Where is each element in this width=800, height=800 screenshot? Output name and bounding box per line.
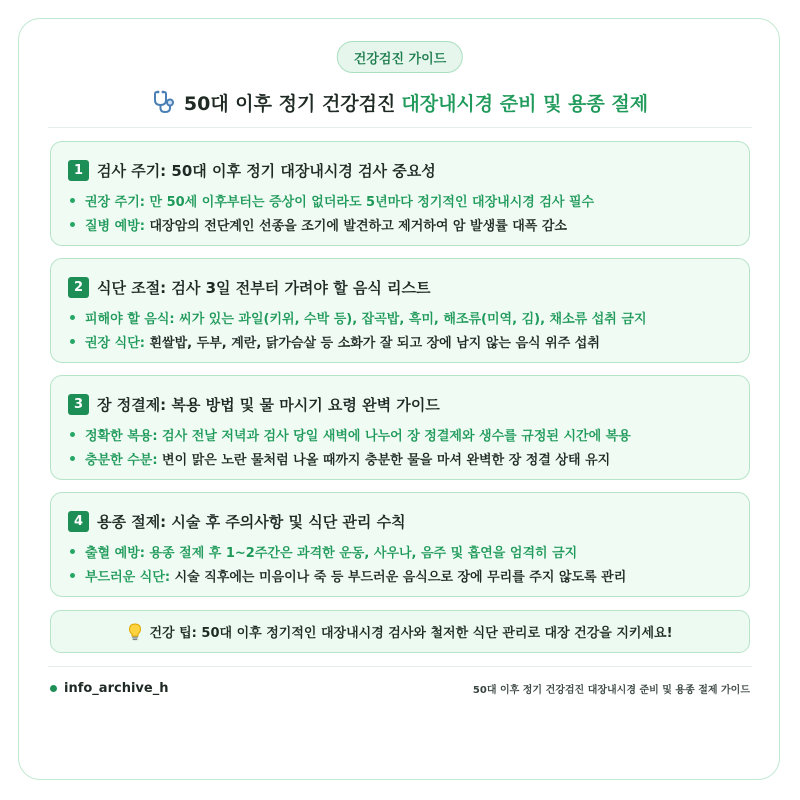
card-title: 용종 절제: 시술 후 주의사항 및 식단 관리 수칙 — [97, 512, 406, 531]
bullet-icon — [70, 573, 75, 578]
list-item — [68, 331, 600, 351]
card-header — [68, 393, 440, 415]
item-label: 부드러운 식단: — [85, 569, 171, 585]
item-label: 질병 예방: — [85, 218, 145, 234]
bullet-icon — [70, 432, 75, 437]
card-title: 장 정결제: 복용 방법 및 물 마시기 요령 완벽 가이드 — [97, 395, 440, 414]
info-card-3 — [50, 375, 750, 480]
card-title: 검사 주기: 50대 이후 정기 대장내시경 검사 중요성 — [97, 161, 436, 180]
title-accent: 대장내시경 준비 및 용종 절제 — [401, 92, 649, 115]
list-item — [68, 541, 577, 561]
item-text: 대장암의 전단계인 선종을 조기에 발견하고 제거하여 암 발생률 대폭 감소 — [149, 218, 567, 234]
item-text: 검사 전날 저녁과 검사 당일 새벽에 나누어 장 정결제와 생수를 규정된 시간에 복용 — [162, 428, 631, 444]
list-item — [68, 307, 647, 327]
item-label: 권장 식단: — [85, 335, 145, 351]
item-label: 출혈 예방: — [85, 545, 145, 561]
bullet-icon — [70, 549, 75, 554]
item-label: 피해야 할 음식: — [85, 311, 175, 327]
bullet-icon — [70, 339, 75, 344]
item-text: 변이 맑은 노란 물처럼 나올 때까지 충분한 물을 마셔 완벽한 장 정결 상태 유지 — [162, 452, 611, 468]
info-card-1 — [50, 141, 750, 246]
card-header — [68, 276, 431, 298]
lightbulb-icon — [127, 623, 143, 641]
info-card-2 — [50, 258, 750, 363]
card-title: 식단 조절: 검사 3일 전부터 가려야 할 음식 리스트 — [97, 278, 431, 297]
stethoscope-icon — [152, 89, 178, 115]
item-label: 정확한 복용: — [85, 428, 158, 444]
bullet-icon — [70, 315, 75, 320]
page-title — [30, 86, 770, 118]
info-card-4 — [50, 492, 750, 597]
card-header — [68, 159, 436, 181]
item-label: 권장 주기: — [85, 194, 145, 210]
list-item — [68, 448, 610, 468]
category-badge: 건강검진 가이드 — [337, 41, 463, 73]
bullet-icon — [70, 456, 75, 461]
card-header — [68, 510, 406, 532]
item-label: 충분한 수분: — [85, 452, 158, 468]
item-text: 용종 절제 후 1~2주간은 과격한 운동, 사우나, 음주 및 흡연을 엄격히 금지 — [149, 545, 578, 561]
list-item — [68, 190, 594, 210]
footer-divider — [48, 666, 752, 667]
list-item — [68, 214, 567, 234]
card-number: 4 — [68, 511, 89, 532]
bullet-icon — [70, 222, 75, 227]
header-divider — [48, 127, 752, 128]
list-item — [68, 424, 631, 444]
brand-handle — [50, 679, 168, 697]
item-text: 만 50세 이후부터는 증상이 없더라도 5년마다 정기적인 대장내시경 검사 필수 — [149, 194, 595, 210]
footer-caption: 50대 이후 정기 건강검진 대장내시경 준비 및 용종 절제 가이드 — [472, 684, 750, 696]
card-number: 1 — [68, 160, 89, 181]
card-number: 2 — [68, 277, 89, 298]
title-main: 50대 이후 정기 건강검진 — [183, 92, 396, 115]
brand-name: info_archive_h — [64, 680, 169, 696]
health-tip-banner — [50, 610, 750, 653]
item-text: 흰쌀밥, 두부, 계란, 닭가슴살 등 소화가 잘 되고 장에 남지 않는 음식 위주 섭취 — [149, 335, 600, 351]
item-text: 시술 직후에는 미음이나 죽 등 부드러운 음식으로 장에 무리를 주지 않도록 관리 — [174, 569, 627, 585]
card-number: 3 — [68, 394, 89, 415]
tip-text: 건강 팁: 50대 이후 정기적인 대장내시경 검사와 철저한 식단 관리로 대장 건강을 지키세요! — [149, 626, 673, 641]
item-text: 씨가 있는 과일(키위, 수박 등), 잡곡밥, 흑미, 해조류(미역, 김), 채소류 섭취 금지 — [179, 311, 647, 327]
list-item — [68, 565, 626, 585]
bullet-icon — [70, 198, 75, 203]
brand-dot-icon — [50, 685, 57, 692]
